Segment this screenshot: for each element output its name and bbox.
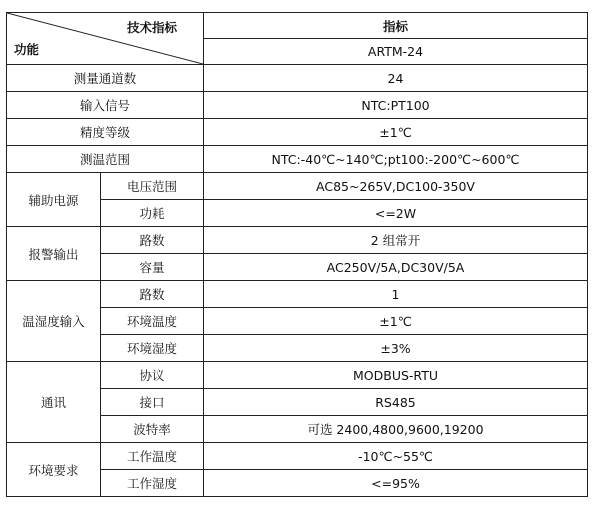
row-value: 可选 2400,4800,9600,19200	[204, 416, 588, 443]
sub-label: 环境温度	[101, 308, 204, 335]
row-value: 2 组常开	[204, 227, 588, 254]
row-value: ±1℃	[204, 308, 588, 335]
table-row	[7, 173, 588, 200]
row-value: 24	[204, 65, 588, 92]
value-column-header: 指标	[204, 13, 588, 39]
sub-label: 接口	[101, 389, 204, 416]
sub-label: 工作温度	[101, 443, 204, 470]
row-value: NTC:-40℃~140℃;pt100:-200℃~600℃	[204, 146, 588, 173]
group-label: 辅助电源	[7, 173, 101, 227]
sub-label: 功耗	[101, 200, 204, 227]
sub-label: 电压范围	[101, 173, 204, 200]
spec-table	[6, 12, 588, 497]
group-label: 环境要求	[7, 443, 101, 497]
row-value: MODBUS-RTU	[204, 362, 588, 389]
group-label: 通讯	[7, 362, 101, 443]
row-value: -10℃~55℃	[204, 443, 588, 470]
row-value: <=2W	[204, 200, 588, 227]
row-label: 测温范围	[7, 146, 204, 173]
group-label: 温湿度输入	[7, 281, 101, 362]
table-row	[7, 443, 588, 470]
row-value: <=95%	[204, 470, 588, 497]
row-value: ±3%	[204, 335, 588, 362]
row-label: 输入信号	[7, 92, 204, 119]
row-value: 1	[204, 281, 588, 308]
table-row	[7, 119, 588, 146]
sub-label: 路数	[101, 227, 204, 254]
corner-bottom-label: 功能	[14, 42, 40, 57]
sub-label: 波特率	[101, 416, 204, 443]
sub-label: 容量	[101, 254, 204, 281]
sub-label: 协议	[101, 362, 204, 389]
table-row	[7, 281, 588, 308]
corner-top-label: 技术指标	[126, 20, 177, 35]
group-label: 报警输出	[7, 227, 101, 281]
row-value: AC85~265V,DC100-350V	[204, 173, 588, 200]
sub-label: 工作湿度	[101, 470, 204, 497]
header-corner-cell	[7, 13, 204, 65]
table-row	[7, 362, 588, 389]
sub-label: 环境湿度	[101, 335, 204, 362]
table-row	[7, 227, 588, 254]
row-label: 精度等级	[7, 119, 204, 146]
sub-label: 路数	[101, 281, 204, 308]
table-row	[7, 65, 588, 92]
model-value: ARTM-24	[204, 39, 588, 65]
table-row	[7, 146, 588, 173]
row-value: RS485	[204, 389, 588, 416]
row-value: AC250V/5A,DC30V/5A	[204, 254, 588, 281]
row-value: ±1℃	[204, 119, 588, 146]
header-row	[7, 13, 588, 39]
table-row	[7, 92, 588, 119]
row-label: 测量通道数	[7, 65, 204, 92]
row-value: NTC:PT100	[204, 92, 588, 119]
